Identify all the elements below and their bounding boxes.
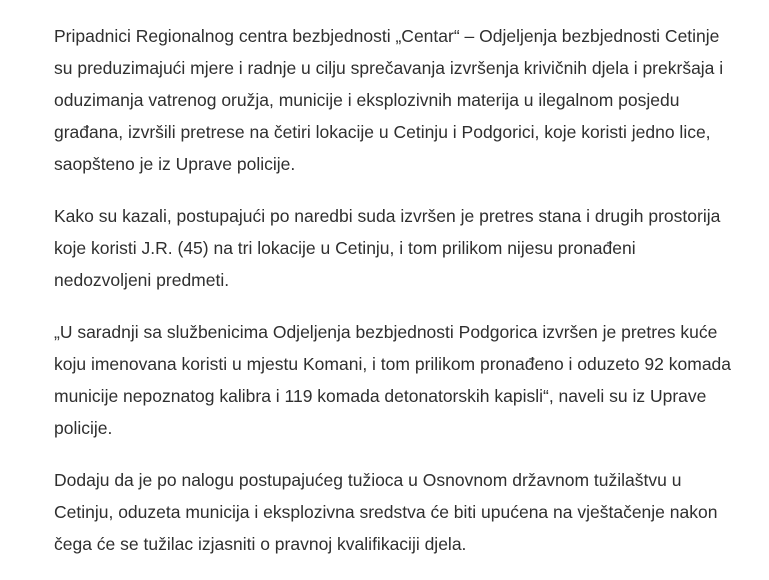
- article-body: [54, 20, 734, 580]
- article-paragraph: Pripadnici Regionalnog centra bezbjednosti „Centar“ – Odjeljenja bezbjednosti Cetinje su preduzimajući mjere i radnje u cilju sprečavanja izvršenja krivičnih djela i prekršaja i oduzimanja vatrenog oružja, municije i eksplozivnih materija u ilegalnom posjedu građana, izvršili pretrese na četiri lokacije u Cetinju i Podgorici, koje koristi jedno lice, saopšteno je iz Uprave policije.: [54, 26, 724, 174]
- article-paragraph: Dodaju da je po nalogu postupajućeg tužioca u Osnovnom državnom tužilaštvu u Cetinju, oduzeta municija i eksplozivna sredstva će biti upućena na vještačenje nakon čega će se tužilac izjasniti o pravnoj kvalifikaciji djela.: [54, 470, 718, 554]
- article-paragraph: „U saradnji sa službenicima Odjeljenja bezbjednosti Podgorica izvršen je pretres kuće koju imenovana koristi u mjestu Komani, i tom prilikom pronađeno i oduzeto 92 komada municije nepoznatog kalibra i 119 komada detonatorskih kapisli“, naveli su iz Uprave policije.: [54, 322, 732, 438]
- article-paragraph: Kako su kazali, postupajući po naredbi suda izvršen je pretres stana i drugih prostorija koje koristi J.R. (45) na tri lokacije u Cetinju, i tom prilikom nijesu pronađeni nedozvoljeni predmeti.: [54, 206, 721, 290]
